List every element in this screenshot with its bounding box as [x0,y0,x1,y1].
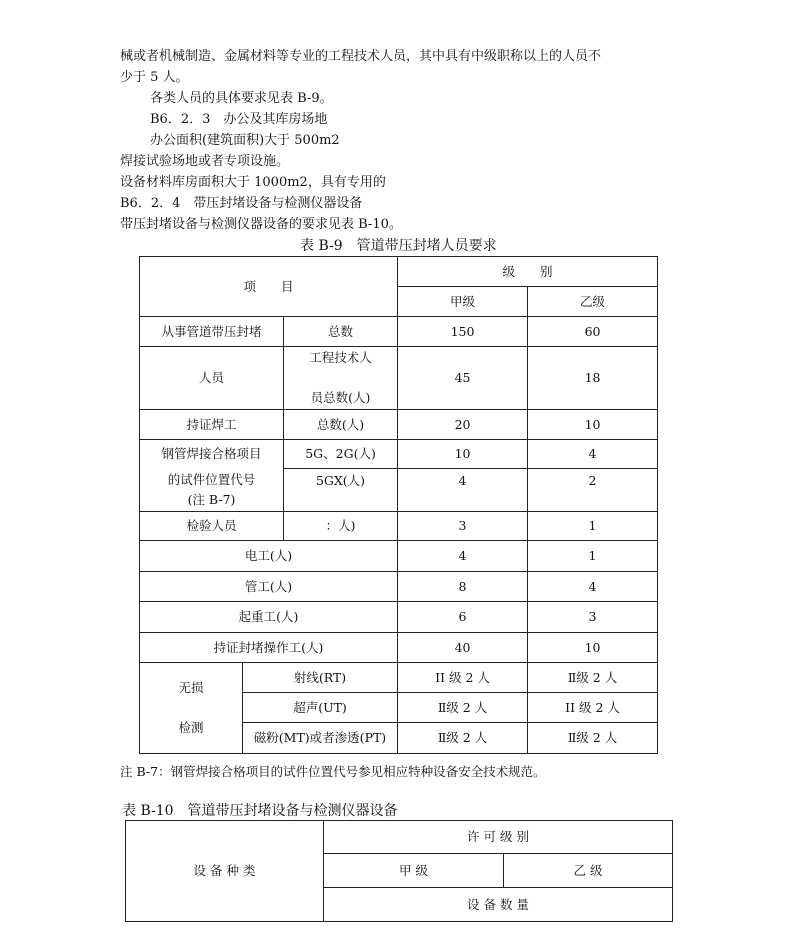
cell-b: 1 [528,541,658,572]
body-text-line: 焊接试验场地或者专项设施。 [120,154,290,169]
table-row [140,347,658,410]
cell-b: 10 [528,410,658,440]
row-label-ndt [140,663,243,754]
table-b9 [139,256,658,754]
cell-a: Ⅱ级 2 人 [398,723,528,754]
cell-b: 60 [528,317,658,347]
body-text-line: 设备材料库房面积大于 1000m2，具有专用的 [120,175,386,190]
row-sublabel: 磁粉(MT)或者渗透(PT) [243,723,398,754]
cell-b: 10 [528,633,658,663]
row-label: 检验人员 [140,512,284,541]
cell-a: 3 [398,512,528,541]
table-b9-caption: 表 B-9 管道带压封堵人员要求 [300,238,497,254]
cell-a: 4 [398,541,528,572]
cell-a: 20 [398,410,528,440]
cell-a: 10 [398,440,528,469]
row-label-line: 的试件位置代号 [167,471,256,487]
body-text-line: 各类人员的具体要求见表 B-9。 [150,91,333,106]
header-grade-b: 乙级 [528,287,658,317]
header-item: 项 目 [140,257,398,317]
row-sublabel: 总数 [284,317,398,347]
cell-b: 1 [528,512,658,541]
table-row [140,663,658,693]
row-label: 持证封堵操作工(人) [140,633,398,663]
table-note: 注 B-7：钢管焊接合格项目的试件位置代号参见相应特种设备安全技术规范。 [120,764,546,779]
table-row [140,440,658,469]
cell-b: 18 [528,347,658,410]
row-label: 电工(人) [140,541,398,572]
table-b10 [125,820,673,922]
table-row [140,317,658,347]
section-heading: B6．2．4 带压封堵设备与检测仪器设备 [120,196,363,211]
table-row [140,572,658,602]
row-label: 起重工(人) [140,602,398,633]
cell-a: 6 [398,602,528,633]
cell-a: II 级 2 人 [398,663,528,693]
row-label: 钢管焊接合格项目 [140,440,284,469]
cell-a: 45 [398,347,528,410]
table-row [140,469,658,512]
cell-b: 3 [528,602,658,633]
body-text-line: 带压封堵设备与检测仪器设备的要求见表 B-10。 [120,217,402,232]
header-grade-b: 乙 级 [504,854,673,888]
cell-a: Ⅱ级 2 人 [398,693,528,723]
row-label-line: (注 B-7) [187,491,236,507]
header-level: 许 可 级 别 [324,821,673,854]
body-text-line: 械或者机械制造、金属材料等专业的工程技术人员，其中具有中级职称以上的人员不 [120,49,602,64]
section-heading: B6．2．3 办公及其库房场地 [150,112,328,127]
cell-b: 4 [528,440,658,469]
body-text-line: 办公面积(建筑面积)大于 500m2 [150,133,340,148]
row-sublabel-line: 工程技术人 [309,350,372,365]
row-label-line: 无损 [178,680,204,695]
row-sublabel: ：人) [284,512,398,541]
row-sublabel-line: 员总数(人) [310,390,371,405]
header-grade: 级 别 [398,257,658,287]
row-sublabel: 射线(RT) [243,663,398,693]
table-row [140,541,658,572]
row-sublabel: 总数(人) [284,410,398,440]
cell-a: 4 [398,469,528,512]
table-row [140,633,658,663]
header-kind: 设 备 种 类 [126,821,324,922]
row-sublabel: 5GX(人) [284,469,398,512]
table-row [140,512,658,541]
row-sublabel: 5G、2G(人) [284,440,398,469]
header-grade-a: 甲级 [398,287,528,317]
body-text-line: 少于 5 人。 [120,70,189,85]
table-b10-caption: 表 B-10 管道带压封堵设备与检测仪器设备 [122,803,398,819]
cell-b: Ⅱ级 2 人 [528,663,658,693]
cell-a: 150 [398,317,528,347]
row-label: 人员 [140,347,284,410]
header-grade-a: 甲 级 [324,854,504,888]
cell-b: 4 [528,572,658,602]
header-quantity: 设 备 数 量 [324,888,673,922]
table-row [140,410,658,440]
row-label-line: 检测 [178,720,204,735]
row-sublabel [284,347,398,410]
cell-a: 8 [398,572,528,602]
row-label: 从事管道带压封堵 [140,317,284,347]
row-label [140,469,284,512]
cell-b: 2 [528,469,658,512]
row-sublabel: 超声(UT) [243,693,398,723]
table-row [140,602,658,633]
row-label: 持证焊工 [140,410,284,440]
cell-a: 40 [398,633,528,663]
cell-b: Ⅱ级 2 人 [528,723,658,754]
row-label: 管工(人) [140,572,398,602]
cell-b: II 级 2 人 [528,693,658,723]
